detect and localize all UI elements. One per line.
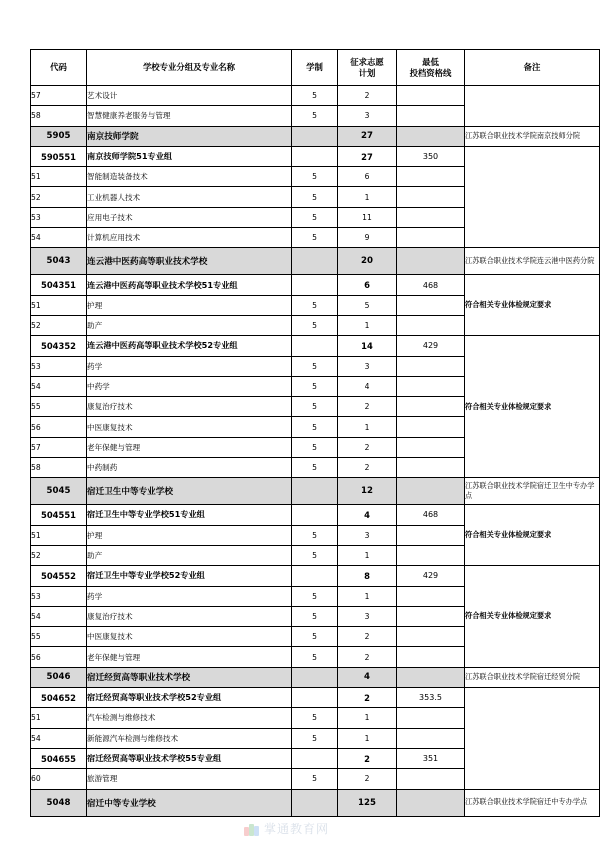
cell-score — [397, 228, 465, 248]
cell-name: 药学 — [87, 586, 292, 606]
cell-plan: 3 — [338, 525, 397, 545]
cell-years — [292, 336, 338, 356]
cell-score: 429 — [397, 566, 465, 586]
cell-name: 智慧健康养老服务与管理 — [87, 106, 292, 126]
header-plan-line1: 征求志愿 — [350, 56, 384, 67]
cell-score: 353.5 — [397, 688, 465, 708]
watermark-text: 掌通教育网 — [264, 822, 330, 836]
cell-years — [292, 146, 338, 166]
cell-plan: 1 — [338, 315, 397, 335]
cell-plan: 2 — [338, 647, 397, 667]
cell-plan: 6 — [338, 167, 397, 187]
cell-code: 54 — [31, 376, 87, 396]
cell-score — [397, 376, 465, 396]
cell-plan: 11 — [338, 207, 397, 227]
cell-name: 宿迁卫生中等专业学校51专业组 — [87, 505, 292, 525]
cell-score — [397, 86, 465, 106]
cell-years — [292, 688, 338, 708]
cell-score — [397, 606, 465, 626]
header-plan — [338, 50, 397, 86]
cell-plan: 1 — [338, 728, 397, 748]
cell-note-merged: 符合相关专业体检规定要求 — [465, 336, 600, 478]
cell-code: 58 — [31, 458, 87, 478]
cell-plan: 2 — [338, 397, 397, 417]
watermark-logo-icon — [244, 822, 258, 836]
cell-name: 中药制药 — [87, 458, 292, 478]
cell-name: 中医康复技术 — [87, 417, 292, 437]
cell-name: 护理 — [87, 525, 292, 545]
cell-years: 5 — [292, 545, 338, 565]
cell-name: 助产 — [87, 545, 292, 565]
cell-plan: 2 — [338, 458, 397, 478]
cell-plan: 2 — [338, 437, 397, 457]
cell-plan: 3 — [338, 106, 397, 126]
table-row — [31, 86, 600, 106]
cell-plan: 125 — [338, 789, 397, 816]
cell-name: 中药学 — [87, 376, 292, 396]
cell-years: 5 — [292, 647, 338, 667]
group-row — [31, 275, 600, 295]
cell-years: 5 — [292, 295, 338, 315]
cell-score — [397, 586, 465, 606]
cell-plan: 2 — [338, 86, 397, 106]
cell-years: 5 — [292, 356, 338, 376]
cell-code: 5046 — [31, 667, 87, 687]
cell-years: 5 — [292, 376, 338, 396]
cell-score — [397, 478, 465, 505]
cell-code: 53 — [31, 586, 87, 606]
cell-code: 504352 — [31, 336, 87, 356]
cell-code: 54 — [31, 228, 87, 248]
cell-code: 56 — [31, 647, 87, 667]
cell-note-merged: 符合相关专业体检规定要求 — [465, 275, 600, 336]
cell-code: 56 — [31, 417, 87, 437]
cell-score — [397, 789, 465, 816]
cell-code: 51 — [31, 167, 87, 187]
header-score-line2: 投档资格线 — [409, 67, 452, 78]
cell-code: 54 — [31, 728, 87, 748]
cell-code: 58 — [31, 106, 87, 126]
cell-name: 宿迁经贸高等职业技术学校55专业组 — [87, 748, 292, 768]
cell-name: 连云港中医药高等职业技术学校51专业组 — [87, 275, 292, 295]
cell-plan: 27 — [338, 146, 397, 166]
school-row — [31, 248, 600, 275]
cell-years: 5 — [292, 207, 338, 227]
cell-years — [292, 748, 338, 768]
header-plan-line2: 计划 — [358, 67, 376, 78]
cell-score — [397, 126, 465, 146]
cell-code: 57 — [31, 437, 87, 457]
cell-score — [397, 667, 465, 687]
header-code: 代码 — [31, 50, 87, 86]
cell-plan: 4 — [338, 376, 397, 396]
school-row — [31, 126, 600, 146]
cell-note — [465, 688, 600, 789]
cell-plan: 5 — [338, 295, 397, 315]
cell-score — [397, 356, 465, 376]
cell-code: 52 — [31, 187, 87, 207]
cell-code: 504655 — [31, 748, 87, 768]
cell-name: 计算机应用技术 — [87, 228, 292, 248]
cell-name: 南京技师学院 — [87, 126, 292, 146]
header-note: 备注 — [465, 50, 600, 86]
table-header-row — [31, 50, 600, 86]
cell-note: 江苏联合职业技术学院宿迁中专办学点 — [465, 789, 600, 816]
cell-score: 350 — [397, 146, 465, 166]
cell-plan: 1 — [338, 708, 397, 728]
cell-years — [292, 126, 338, 146]
cell-plan: 8 — [338, 566, 397, 586]
cell-years: 5 — [292, 525, 338, 545]
group-row — [31, 505, 600, 525]
cell-code: 51 — [31, 525, 87, 545]
cell-plan: 20 — [338, 248, 397, 275]
cell-years: 5 — [292, 228, 338, 248]
cell-years — [292, 248, 338, 275]
cell-code: 590551 — [31, 146, 87, 166]
group-row — [31, 566, 600, 586]
cell-code: 54 — [31, 606, 87, 626]
cell-code: 55 — [31, 397, 87, 417]
cell-score — [397, 187, 465, 207]
group-row — [31, 688, 600, 708]
cell-score: 468 — [397, 275, 465, 295]
header-score-line1: 最低 — [422, 56, 439, 67]
cell-name: 旅游管理 — [87, 769, 292, 789]
cell-plan: 2 — [338, 688, 397, 708]
cell-code: 55 — [31, 627, 87, 647]
cell-note — [465, 86, 600, 127]
cell-name: 中医康复技术 — [87, 627, 292, 647]
admissions-table — [30, 49, 600, 817]
group-row — [31, 336, 600, 356]
cell-plan: 1 — [338, 187, 397, 207]
cell-years: 5 — [292, 728, 338, 748]
cell-score — [397, 417, 465, 437]
cell-name: 连云港中医药高等职业技术学校 — [87, 248, 292, 275]
cell-plan: 12 — [338, 478, 397, 505]
cell-plan: 2 — [338, 769, 397, 789]
cell-note-merged: 符合相关专业体检规定要求 — [465, 505, 600, 566]
cell-name: 新能源汽车检测与维修技术 — [87, 728, 292, 748]
header-name: 学校专业分组及专业名称 — [87, 50, 292, 86]
cell-code: 5048 — [31, 789, 87, 816]
cell-name: 护理 — [87, 295, 292, 315]
cell-name: 宿迁卫生中等专业学校 — [87, 478, 292, 505]
cell-code: 52 — [31, 545, 87, 565]
cell-years: 5 — [292, 106, 338, 126]
cell-code: 53 — [31, 356, 87, 376]
cell-plan: 1 — [338, 417, 397, 437]
cell-years: 5 — [292, 86, 338, 106]
cell-score — [397, 437, 465, 457]
cell-plan: 3 — [338, 356, 397, 376]
cell-score — [397, 728, 465, 748]
cell-name: 连云港中医药高等职业技术学校52专业组 — [87, 336, 292, 356]
cell-score: 351 — [397, 748, 465, 768]
cell-name: 老年保健与管理 — [87, 437, 292, 457]
cell-score — [397, 545, 465, 565]
cell-plan: 2 — [338, 748, 397, 768]
cell-code: 504351 — [31, 275, 87, 295]
cell-score — [397, 315, 465, 335]
cell-note-merged: 符合相关专业体检规定要求 — [465, 566, 600, 667]
cell-code: 51 — [31, 708, 87, 728]
cell-years: 5 — [292, 458, 338, 478]
cell-score — [397, 397, 465, 417]
cell-score — [397, 769, 465, 789]
cell-code: 57 — [31, 86, 87, 106]
cell-name: 智能制造装备技术 — [87, 167, 292, 187]
cell-years — [292, 275, 338, 295]
cell-name: 宿迁卫生中等专业学校52专业组 — [87, 566, 292, 586]
cell-plan: 27 — [338, 126, 397, 146]
header-years: 学制 — [292, 50, 338, 86]
cell-name: 宿迁经贸高等职业技术学校 — [87, 667, 292, 687]
cell-plan: 9 — [338, 228, 397, 248]
cell-name: 药学 — [87, 356, 292, 376]
cell-plan: 3 — [338, 606, 397, 626]
cell-note: 江苏联合职业技术学院宿迁卫生中专办学点 — [465, 478, 600, 505]
cell-plan: 6 — [338, 275, 397, 295]
cell-score: 468 — [397, 505, 465, 525]
cell-score — [397, 458, 465, 478]
cell-name: 应用电子技术 — [87, 207, 292, 227]
cell-code: 5905 — [31, 126, 87, 146]
cell-name: 助产 — [87, 315, 292, 335]
school-row — [31, 478, 600, 505]
cell-score: 429 — [397, 336, 465, 356]
cell-plan: 2 — [338, 627, 397, 647]
cell-name: 艺术设计 — [87, 86, 292, 106]
cell-years: 5 — [292, 586, 338, 606]
cell-score — [397, 708, 465, 728]
school-row — [31, 789, 600, 816]
group-row — [31, 146, 600, 166]
cell-score — [397, 525, 465, 545]
cell-code: 52 — [31, 315, 87, 335]
cell-years: 5 — [292, 167, 338, 187]
cell-plan: 1 — [338, 545, 397, 565]
cell-years: 5 — [292, 627, 338, 647]
cell-years: 5 — [292, 417, 338, 437]
cell-code: 5045 — [31, 478, 87, 505]
cell-code: 60 — [31, 769, 87, 789]
cell-score — [397, 248, 465, 275]
cell-years — [292, 505, 338, 525]
cell-years: 5 — [292, 437, 338, 457]
cell-years: 5 — [292, 187, 338, 207]
school-row — [31, 667, 600, 687]
cell-years — [292, 667, 338, 687]
cell-plan: 1 — [338, 586, 397, 606]
cell-score — [397, 627, 465, 647]
cell-years — [292, 478, 338, 505]
cell-score — [397, 106, 465, 126]
cell-code: 504552 — [31, 566, 87, 586]
cell-plan: 4 — [338, 505, 397, 525]
cell-note — [465, 146, 600, 247]
cell-years: 5 — [292, 769, 338, 789]
cell-years — [292, 789, 338, 816]
cell-name: 康复治疗技术 — [87, 397, 292, 417]
cell-note: 江苏联合职业技术学院连云港中医药分院 — [465, 248, 600, 275]
cell-note: 江苏联合职业技术学院宿迁经贸分院 — [465, 667, 600, 687]
header-score — [397, 50, 465, 86]
cell-name: 工业机器人技术 — [87, 187, 292, 207]
cell-code: 51 — [31, 295, 87, 315]
cell-name: 老年保健与管理 — [87, 647, 292, 667]
cell-score — [397, 167, 465, 187]
cell-code: 504652 — [31, 688, 87, 708]
cell-name: 汽车检测与维修技术 — [87, 708, 292, 728]
cell-years: 5 — [292, 708, 338, 728]
cell-years: 5 — [292, 397, 338, 417]
cell-years: 5 — [292, 315, 338, 335]
cell-score — [397, 207, 465, 227]
cell-years — [292, 566, 338, 586]
cell-score — [397, 647, 465, 667]
cell-score — [397, 295, 465, 315]
cell-name: 宿迁经贸高等职业技术学校52专业组 — [87, 688, 292, 708]
cell-name: 南京技师学院51专业组 — [87, 146, 292, 166]
cell-plan: 14 — [338, 336, 397, 356]
cell-code: 53 — [31, 207, 87, 227]
cell-name: 康复治疗技术 — [87, 606, 292, 626]
cell-code: 504551 — [31, 505, 87, 525]
cell-name: 宿迁中等专业学校 — [87, 789, 292, 816]
cell-years: 5 — [292, 606, 338, 626]
cell-code: 5043 — [31, 248, 87, 275]
cell-note: 江苏联合职业技术学院南京技师分院 — [465, 126, 600, 146]
cell-plan: 4 — [338, 667, 397, 687]
watermark — [244, 820, 329, 837]
